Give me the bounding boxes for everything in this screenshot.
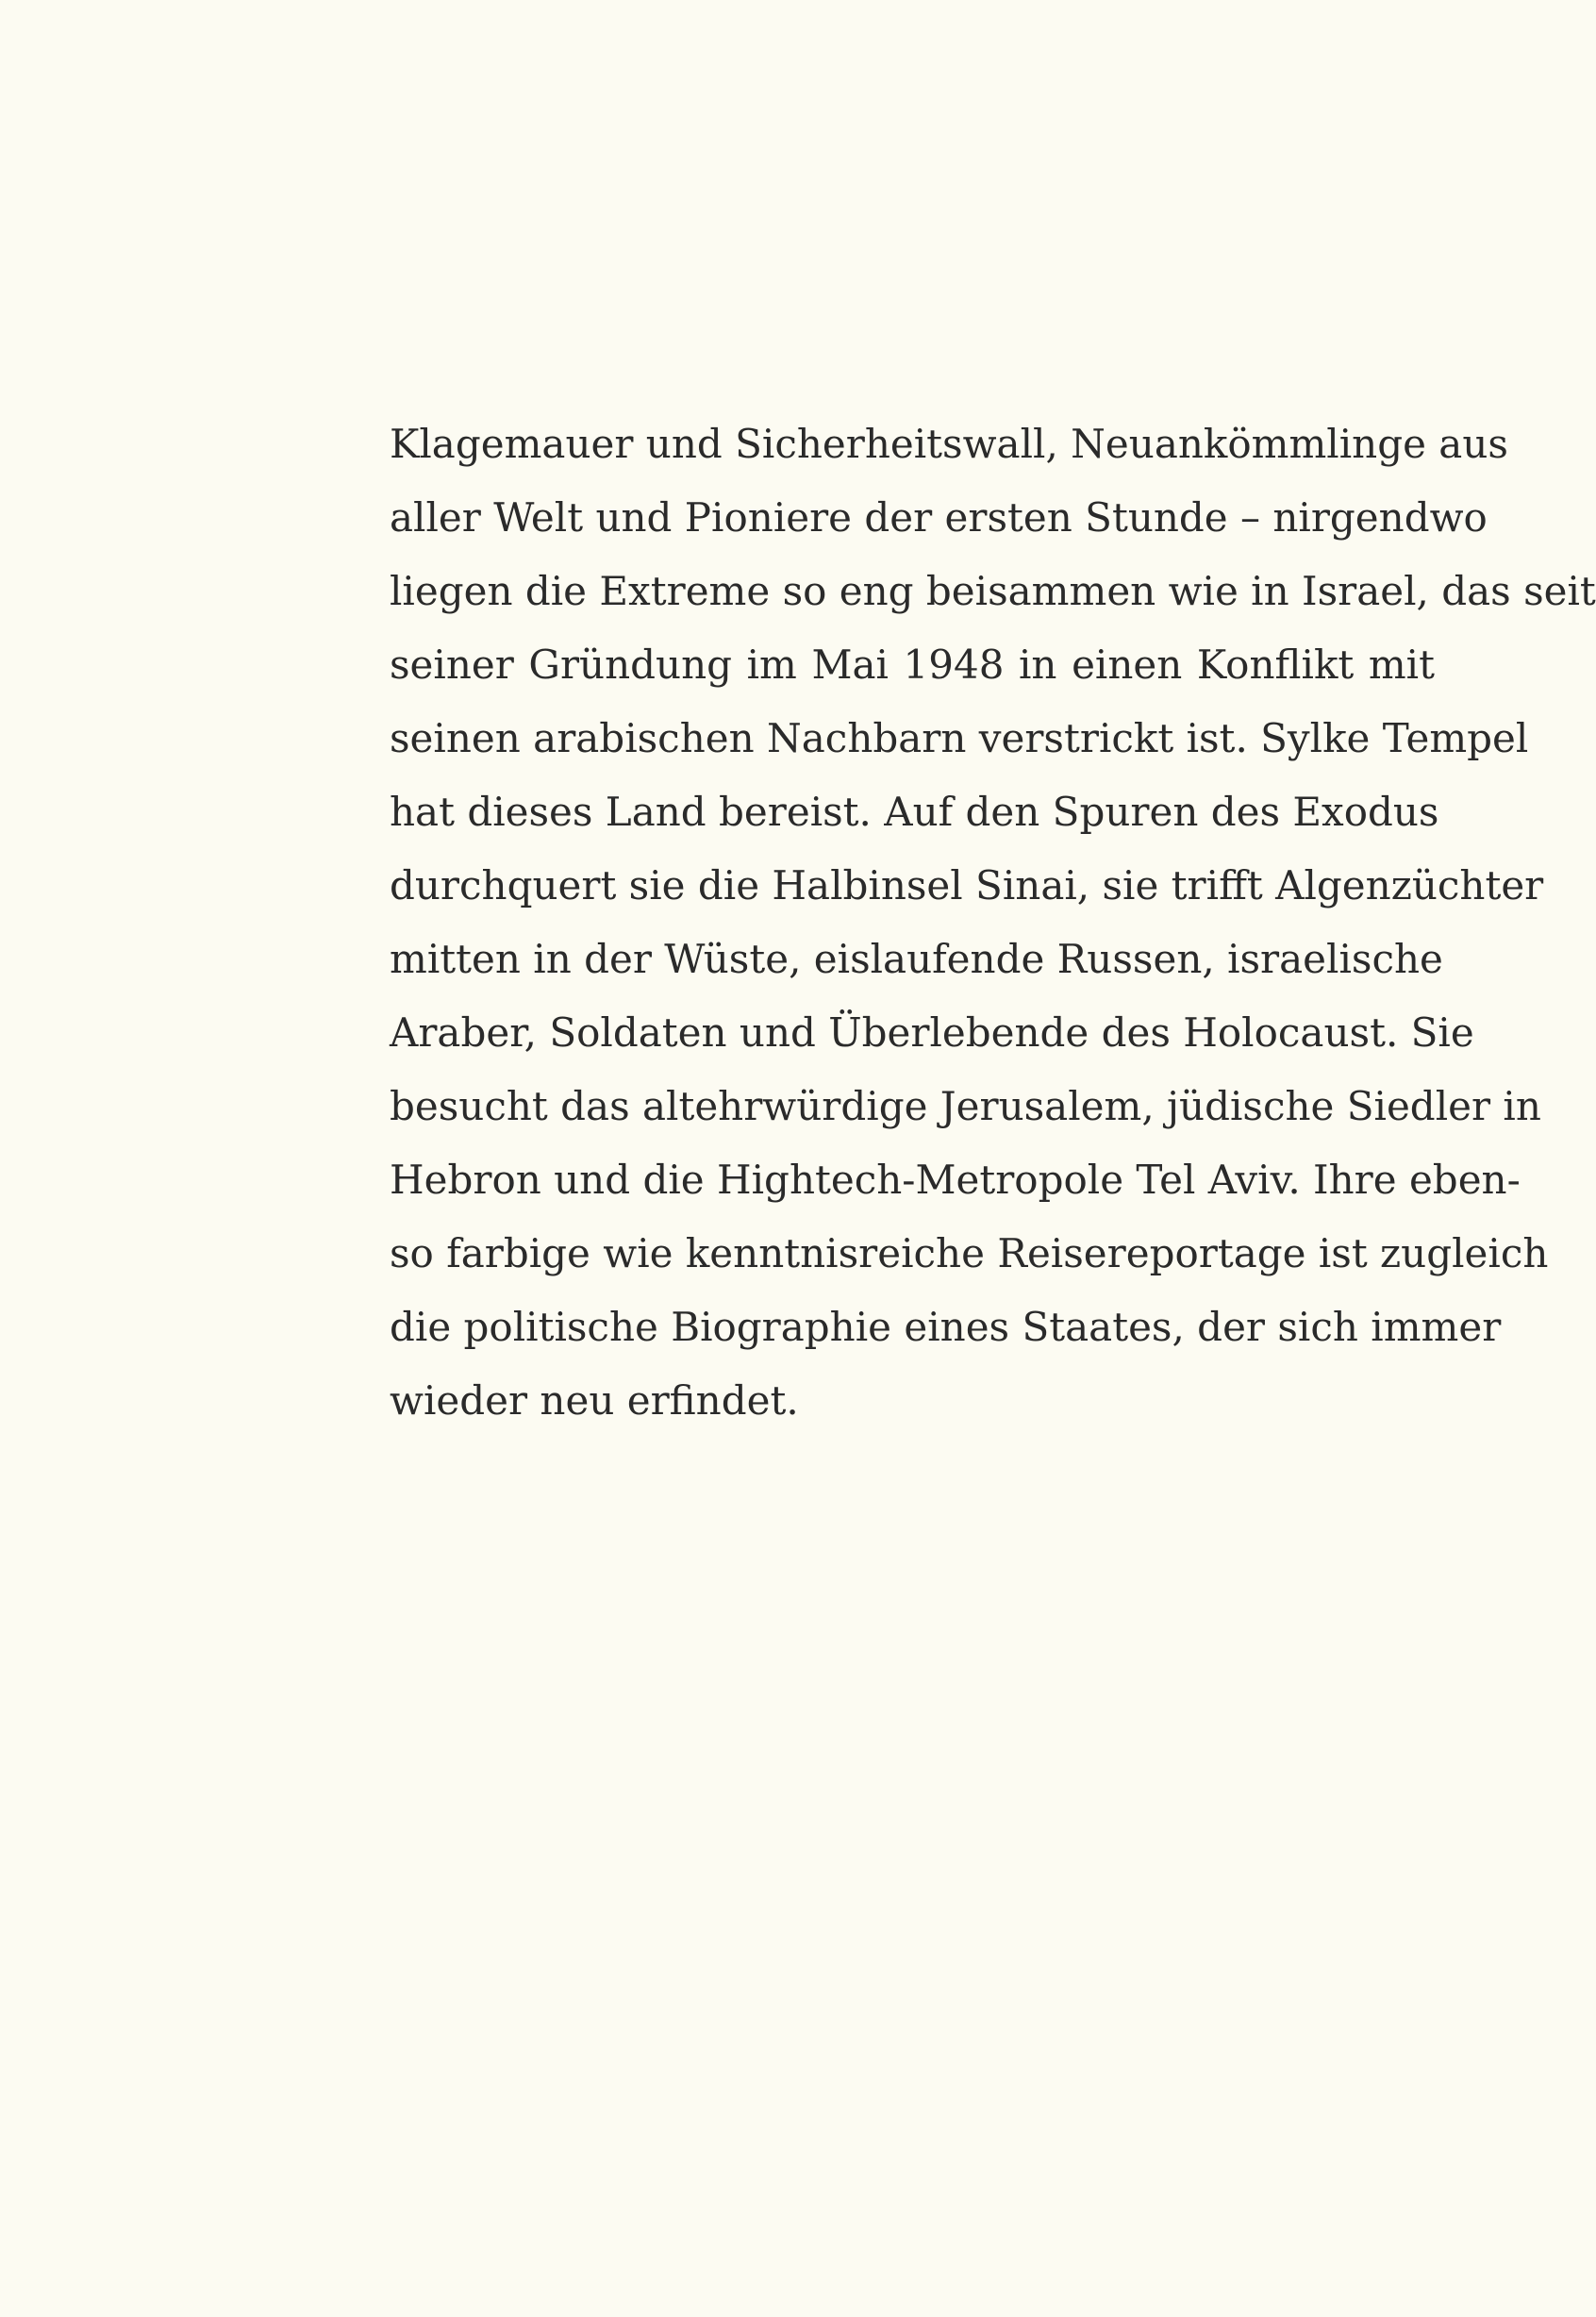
blurb-line: so farbige wie kenntnisreiche Reisereportage ist zugleich bbox=[390, 1230, 1549, 1276]
blurb-line: die politische Biographie eines Staates, der sich immer bbox=[390, 1304, 1502, 1350]
blurb-line: besucht das altehrwürdige Jerusalem, jüdische Siedler in bbox=[390, 1083, 1541, 1129]
blurb-line: aller Welt und Pioniere der ersten Stunde – nirgendwo bbox=[390, 494, 1488, 541]
blurb-line: durchquert sie die Halbinsel Sinai, sie trifft Algenzüchter bbox=[390, 862, 1544, 908]
blurb-line: Araber, Soldaten und Überlebende des Holocaust. Sie bbox=[390, 1009, 1474, 1056]
blurb-line: hat dieses Land bereist. Auf den Spuren des Exodus bbox=[390, 789, 1439, 835]
blurb-line: mitten in der Wüste, eislaufende Russen, israelische bbox=[390, 936, 1443, 982]
blurb-paragraph bbox=[390, 408, 1596, 1438]
blurb-line: liegen die Extreme so eng beisammen wie in Israel, das seit bbox=[390, 568, 1596, 614]
blurb-line: seiner Gründung im Mai 1948 in einen Konflikt mit bbox=[390, 642, 1435, 688]
blurb-line: Klagemauer und Sicherheitswall, Neuankömmlinge aus bbox=[390, 421, 1508, 467]
blurb-line: seinen arabischen Nachbarn verstrickt ist. Sylke Tempel bbox=[390, 715, 1529, 761]
blurb-line: wieder neu erfindet. bbox=[390, 1377, 799, 1424]
blurb-line: Hebron und die Hightech-Metropole Tel Aviv. Ihre eben- bbox=[390, 1157, 1521, 1203]
